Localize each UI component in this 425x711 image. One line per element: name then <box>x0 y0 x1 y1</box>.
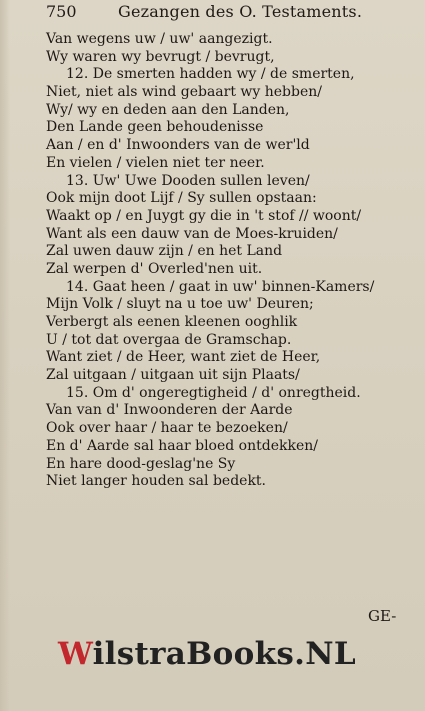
catchword: GE- <box>368 607 397 625</box>
running-title: Gezangen des O. Testaments. <box>118 2 363 21</box>
verse-line: Niet, niet als wind gebaart wy hebben/ <box>46 84 323 101</box>
verse-line: En vielen / vielen niet ter neer. <box>46 154 265 171</box>
verse-line: Zal werpen d' Overled'nen uit. <box>46 260 263 277</box>
watermark-initial: W <box>58 636 93 672</box>
verse-line: 13. Uw' Uwe Dooden sullen leven/ <box>66 172 310 189</box>
verse-line: Zal uitgaan / uitgaan uit sijn Plaats/ <box>46 367 300 384</box>
verse-line: En hare dood-geslag'ne Sy <box>46 455 236 472</box>
verse-text <box>46 31 416 491</box>
verse-line: Niet langer houden sal bedekt. <box>46 473 267 490</box>
verse-line: 12. De smerten hadden wy / de smerten, <box>66 66 355 83</box>
verse-line: Van van d' Inwoonderen der Aarde <box>46 402 293 419</box>
verse-line: 15. Om d' ongeregtigheid / d' onregtheid. <box>66 384 361 401</box>
verse-line: U / tot dat overgaa de Gramschap. <box>46 331 292 348</box>
verse-line: Ook mijn doot Lijf / Sy sullen opstaan: <box>46 190 317 207</box>
verse-line: Want als een dauw van de Moes-kruiden/ <box>46 225 338 242</box>
page-header <box>46 2 406 22</box>
verse-line: Van wegens uw / uw' aangezigt. <box>46 31 273 47</box>
page-number: 750 <box>46 2 77 21</box>
verse-line: Wy waren wy bevrugt / bevrugt, <box>46 48 275 65</box>
verse-line: Den Lande geen behoudenisse <box>46 119 264 136</box>
watermark-rest: ilstraBooks.NL <box>92 636 356 672</box>
verse-line: Zal uwen dauw zijn / en het Land <box>46 243 283 260</box>
watermark-logo <box>58 636 378 676</box>
verse-line: Verbergt als eenen kleenen ooghlik <box>46 314 298 330</box>
verse-line: Want ziet / de Heer, want ziet de Heer, <box>46 349 321 366</box>
verse-line: 14. Gaat heen / gaat in uw' binnen-Kamers/ <box>66 278 375 295</box>
verse-line: En d' Aarde sal haar bloed ontdekken/ <box>46 437 318 454</box>
verse-line: Mijn Volk / sluyt na u toe uw' Deuren; <box>46 296 314 313</box>
verse-line: Aan / en d' Inwoonders van de wer'ld <box>46 137 310 154</box>
verse-line: Waakt op / en Juygt gy die in 't stof // woont/ <box>46 207 362 224</box>
verse-line: Wy/ wy en deden aan den Landen, <box>46 101 290 118</box>
verse-line: Ook over haar / haar te bezoeken/ <box>46 420 288 437</box>
